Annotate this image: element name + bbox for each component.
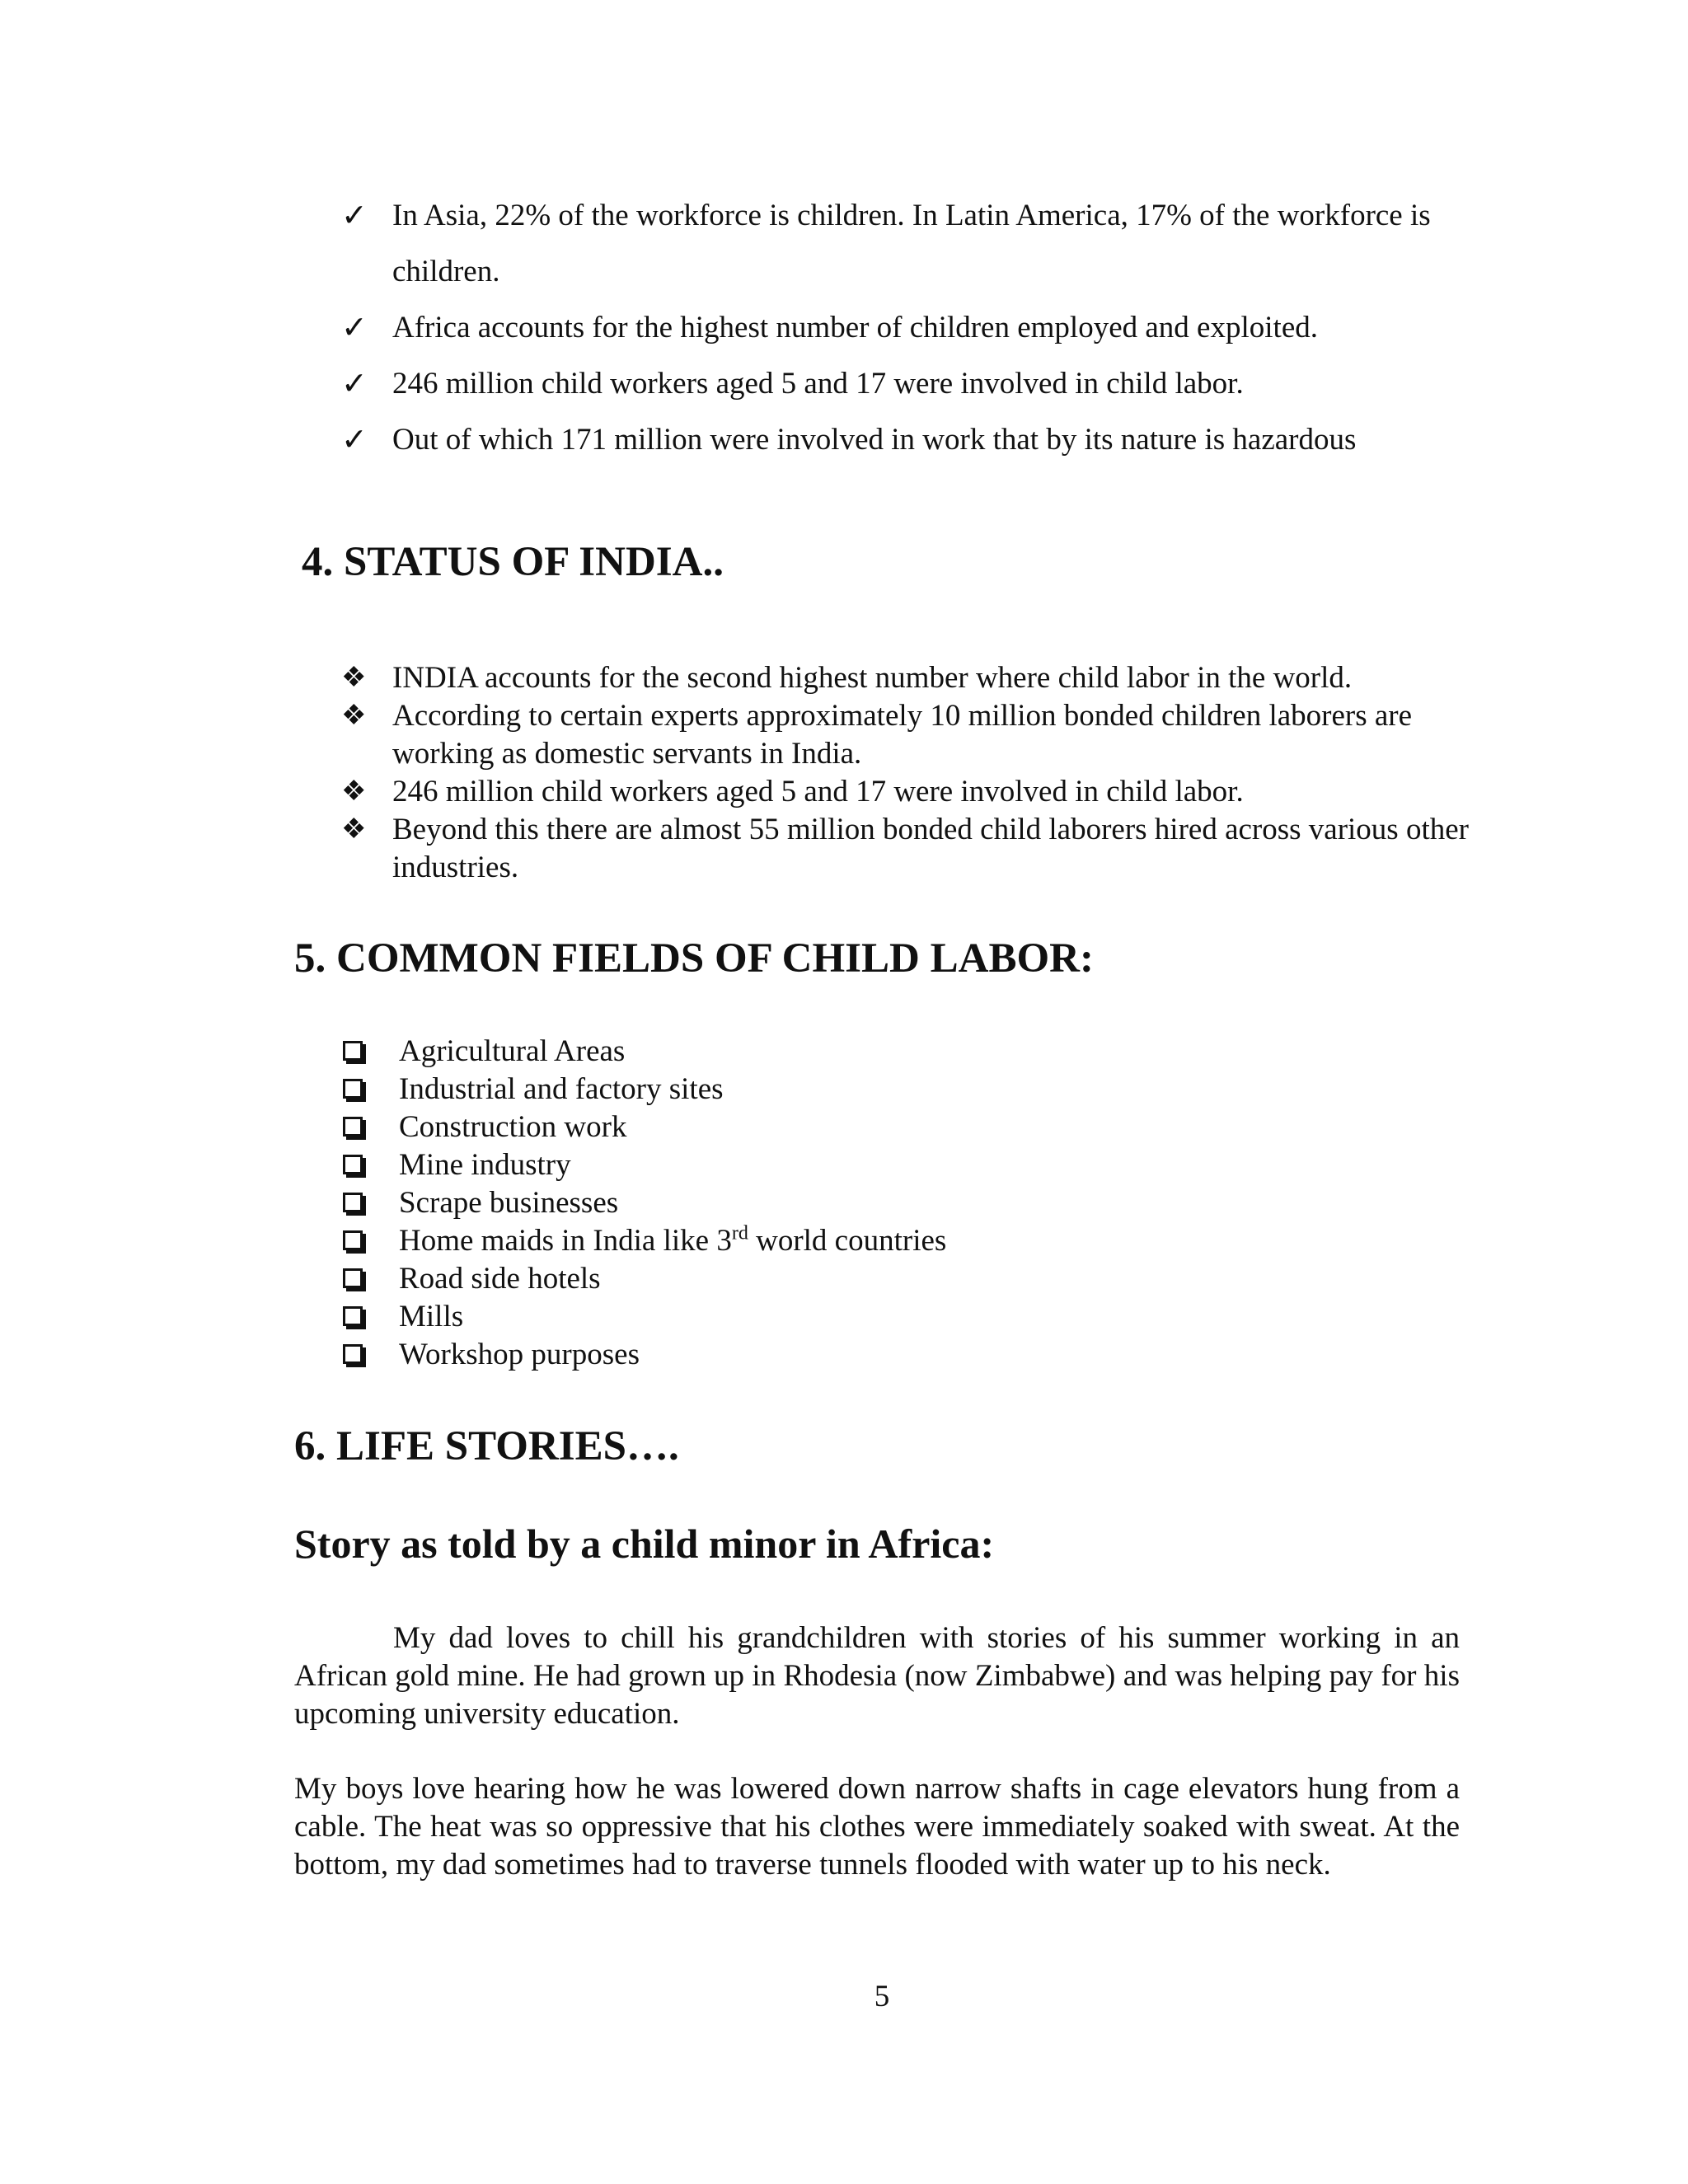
diamond-bullet-icon: ❖ <box>341 701 367 731</box>
list-item-text: Industrial and factory sites <box>399 1072 724 1106</box>
diamond-bullet-icon: ❖ <box>341 776 367 807</box>
fields-list <box>341 1033 1330 1374</box>
list-item-text: Workshop purposes <box>399 1338 640 1371</box>
list-item <box>341 356 1495 412</box>
list-item-text: Beyond this there are almost 55 million bonded child laborers hired across various other industries. <box>392 813 1469 884</box>
checkmark-icon: ✓ <box>341 199 368 233</box>
list-item-text: Construction work <box>399 1110 627 1144</box>
diamond-bullet-icon: ❖ <box>341 814 367 845</box>
list-item <box>341 1222 1330 1260</box>
checkmark-icon: ✓ <box>341 311 368 345</box>
superscript: rd <box>731 1222 748 1244</box>
list-item <box>341 773 1495 811</box>
section-heading-status: 4. STATUS OF INDIA.. <box>302 539 724 585</box>
square-bullet-icon <box>343 1117 363 1137</box>
list-item <box>341 1184 1330 1222</box>
list-item-text: Out of which 171 million were involved in work that by its nature is hazardous <box>392 423 1357 457</box>
list-item-text: Mine industry <box>399 1148 571 1182</box>
list-item <box>341 1033 1330 1071</box>
section-heading-stories: 6. LIFE STORIES…. <box>294 1423 679 1469</box>
page-number: 5 <box>874 1980 890 2013</box>
square-bullet-icon <box>343 1193 363 1212</box>
list-item <box>341 188 1495 300</box>
list-item <box>341 697 1495 773</box>
story-paragraph: My dad loves to chill his grandchildren with stories of his summer working in an African gold mine. He had grown up in Rhodesia (now Zimbabwe) and was helping pay for his upcoming university education. <box>294 1621 1460 1731</box>
list-item-text: Scrape businesses <box>399 1186 619 1220</box>
checkmark-icon: ✓ <box>341 423 368 457</box>
status-list <box>341 659 1495 887</box>
checkmark-icon: ✓ <box>341 367 368 401</box>
list-item <box>341 1146 1330 1184</box>
list-item-text: Home maids in India like 3 <box>399 1224 732 1258</box>
square-bullet-icon <box>343 1306 363 1326</box>
list-item <box>341 1336 1330 1374</box>
square-bullet-icon <box>343 1344 363 1364</box>
list-item-text: Road side hotels <box>399 1262 601 1296</box>
list-item-text: 246 million child workers aged 5 and 17 were involved in child labor. <box>392 367 1244 401</box>
list-item <box>341 1071 1330 1108</box>
list-item-text: Mills <box>399 1300 464 1333</box>
list-item <box>341 1108 1330 1146</box>
square-bullet-icon <box>343 1155 363 1174</box>
square-bullet-icon <box>343 1268 363 1288</box>
square-bullet-icon <box>343 1079 363 1099</box>
list-item-text: 246 million child workers aged 5 and 17 were involved in child labor. <box>392 775 1244 808</box>
list-item-text: Africa accounts for the highest number of children employed and exploited. <box>392 311 1318 344</box>
list-item-text: According to certain experts approximately 10 million bonded children laborers are working as domestic servants in India. <box>392 699 1413 771</box>
square-bullet-icon <box>343 1230 363 1250</box>
list-item <box>341 300 1495 356</box>
story-subheading: Story as told by a child minor in Africa: <box>294 1521 995 1567</box>
list-item-text-continued: world countries <box>748 1224 947 1258</box>
list-item <box>341 1298 1330 1336</box>
list-item <box>341 412 1495 468</box>
story-paragraph: My boys love hearing how he was lowered down narrow shafts in cage elevators hung from a cable. The heat was so oppressive that his clothes were immediately soaked with sweat. At the bottom, my dad sometimes had to traverse tunnels flooded with water up to his neck. <box>294 1772 1460 1882</box>
list-item <box>341 659 1495 697</box>
list-item-text: In Asia, 22% of the workforce is children. In Latin America, 17% of the workforce is children. <box>392 199 1431 288</box>
diamond-bullet-icon: ❖ <box>341 663 367 693</box>
square-bullet-icon <box>343 1041 363 1061</box>
list-item-text: INDIA accounts for the second highest number where child labor in the world. <box>392 661 1353 695</box>
section-heading-fields: 5. COMMON FIELDS OF CHILD LABOR: <box>294 935 1094 982</box>
list-item <box>341 1260 1330 1298</box>
check-list <box>341 188 1495 468</box>
list-item-text: Agricultural Areas <box>399 1034 626 1068</box>
list-item <box>341 811 1495 887</box>
